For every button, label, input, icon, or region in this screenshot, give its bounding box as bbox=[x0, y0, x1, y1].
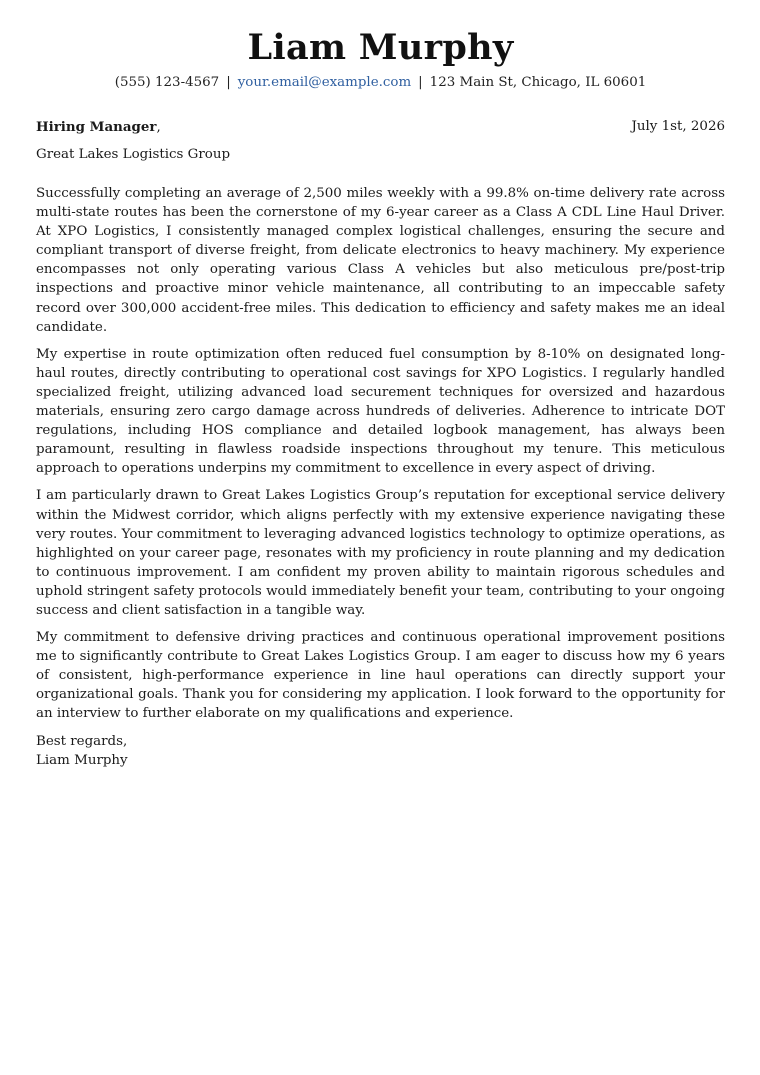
letter-body bbox=[36, 184, 725, 724]
body-paragraph: Successfully completing an average of 2,500 miles weekly with a 99.8% on-time delivery rate across multi-state routes has been the cornerstone of my 6-year career as a Class A CDL Line Haul Driver. At XPO Logistics, I consistently managed complex logistical challenges, ensuring the secure and compliant transport of diverse freight, from delicate electronics to heavy machinery. My experience encompasses not only operating various Class A vehicles but also meticulous pre/post-trip inspections and proactive minor vehicle maintenance, all contributing to an impeccable safety record over 300,000 accident-free miles. This dedication to efficiency and safety makes me an ideal candidate. bbox=[36, 186, 725, 335]
separator: | bbox=[418, 75, 423, 90]
body-paragraph: My commitment to defensive driving practices and continuous operational improvement positions me to significantly contribute to Great Lakes Logistics Group. I am eager to discuss how my 6 years of consistent, high-performance experience in line haul operations can directly support your organizational goals. Thank you for considering my application. I look forward to the opportunity for an interview to further elaborate on my qualifications and experience. bbox=[36, 630, 725, 722]
phone-number: (555) 123-4567 bbox=[114, 75, 220, 90]
address: 123 Main St, Chicago, IL 60601 bbox=[429, 75, 647, 90]
body-paragraph: My expertise in route optimization often reduced fuel consumption by 8-10% on designated long-haul routes, directly contributing to operational cost savings for XPO Logistics. I regularly handled specialized freight, utilizing advanced load securement techniques for oversized and hazardous materials, ensuring zero cargo damage across hundreds of deliveries. Adherence to intricate DOT regulations, including HOS compliance and detailed logbook management, has always been paramount, resulting in flawless roadside inspections throughout my tenure. This meticulous approach to operations underpins my commitment to excellence in every aspect of driving. bbox=[36, 346, 725, 477]
body-paragraph: I am particularly drawn to Great Lakes Logistics Group’s reputation for exceptional service delivery within the Midwest corridor, which aligns perfectly with my extensive experience navigating these very routes. Your commitment to leveraging advanced logistics technology to optimize operations, as highlighted on your career page, resonates with my proficiency in route planning and my dedication to continuous improvement. I am confident my proven ability to maintain rigorous schedules and uphold stringent safety protocols would immediately benefit your team, contributing to your ongoing success and client satisfaction in a tangible way. bbox=[36, 488, 725, 618]
applicant-name: Liam Murphy bbox=[247, 27, 514, 68]
recipient-suffix: , bbox=[156, 120, 161, 135]
signature-name: Liam Murphy bbox=[36, 752, 128, 768]
contact-line bbox=[36, 74, 725, 92]
email-link[interactable]: your.email@example.com bbox=[237, 75, 412, 90]
recipient-name: Hiring Manager bbox=[36, 119, 157, 135]
company-name: Great Lakes Logistics Group bbox=[36, 147, 231, 162]
recipient-date-row bbox=[36, 118, 725, 137]
separator: | bbox=[226, 75, 231, 90]
closing-salutation: Best regards, bbox=[36, 733, 128, 749]
recipient-line bbox=[36, 118, 161, 137]
cover-letter-page bbox=[36, 0, 725, 770]
closing-block bbox=[36, 732, 725, 770]
letter-date: July 1st, 2026 bbox=[631, 119, 725, 134]
